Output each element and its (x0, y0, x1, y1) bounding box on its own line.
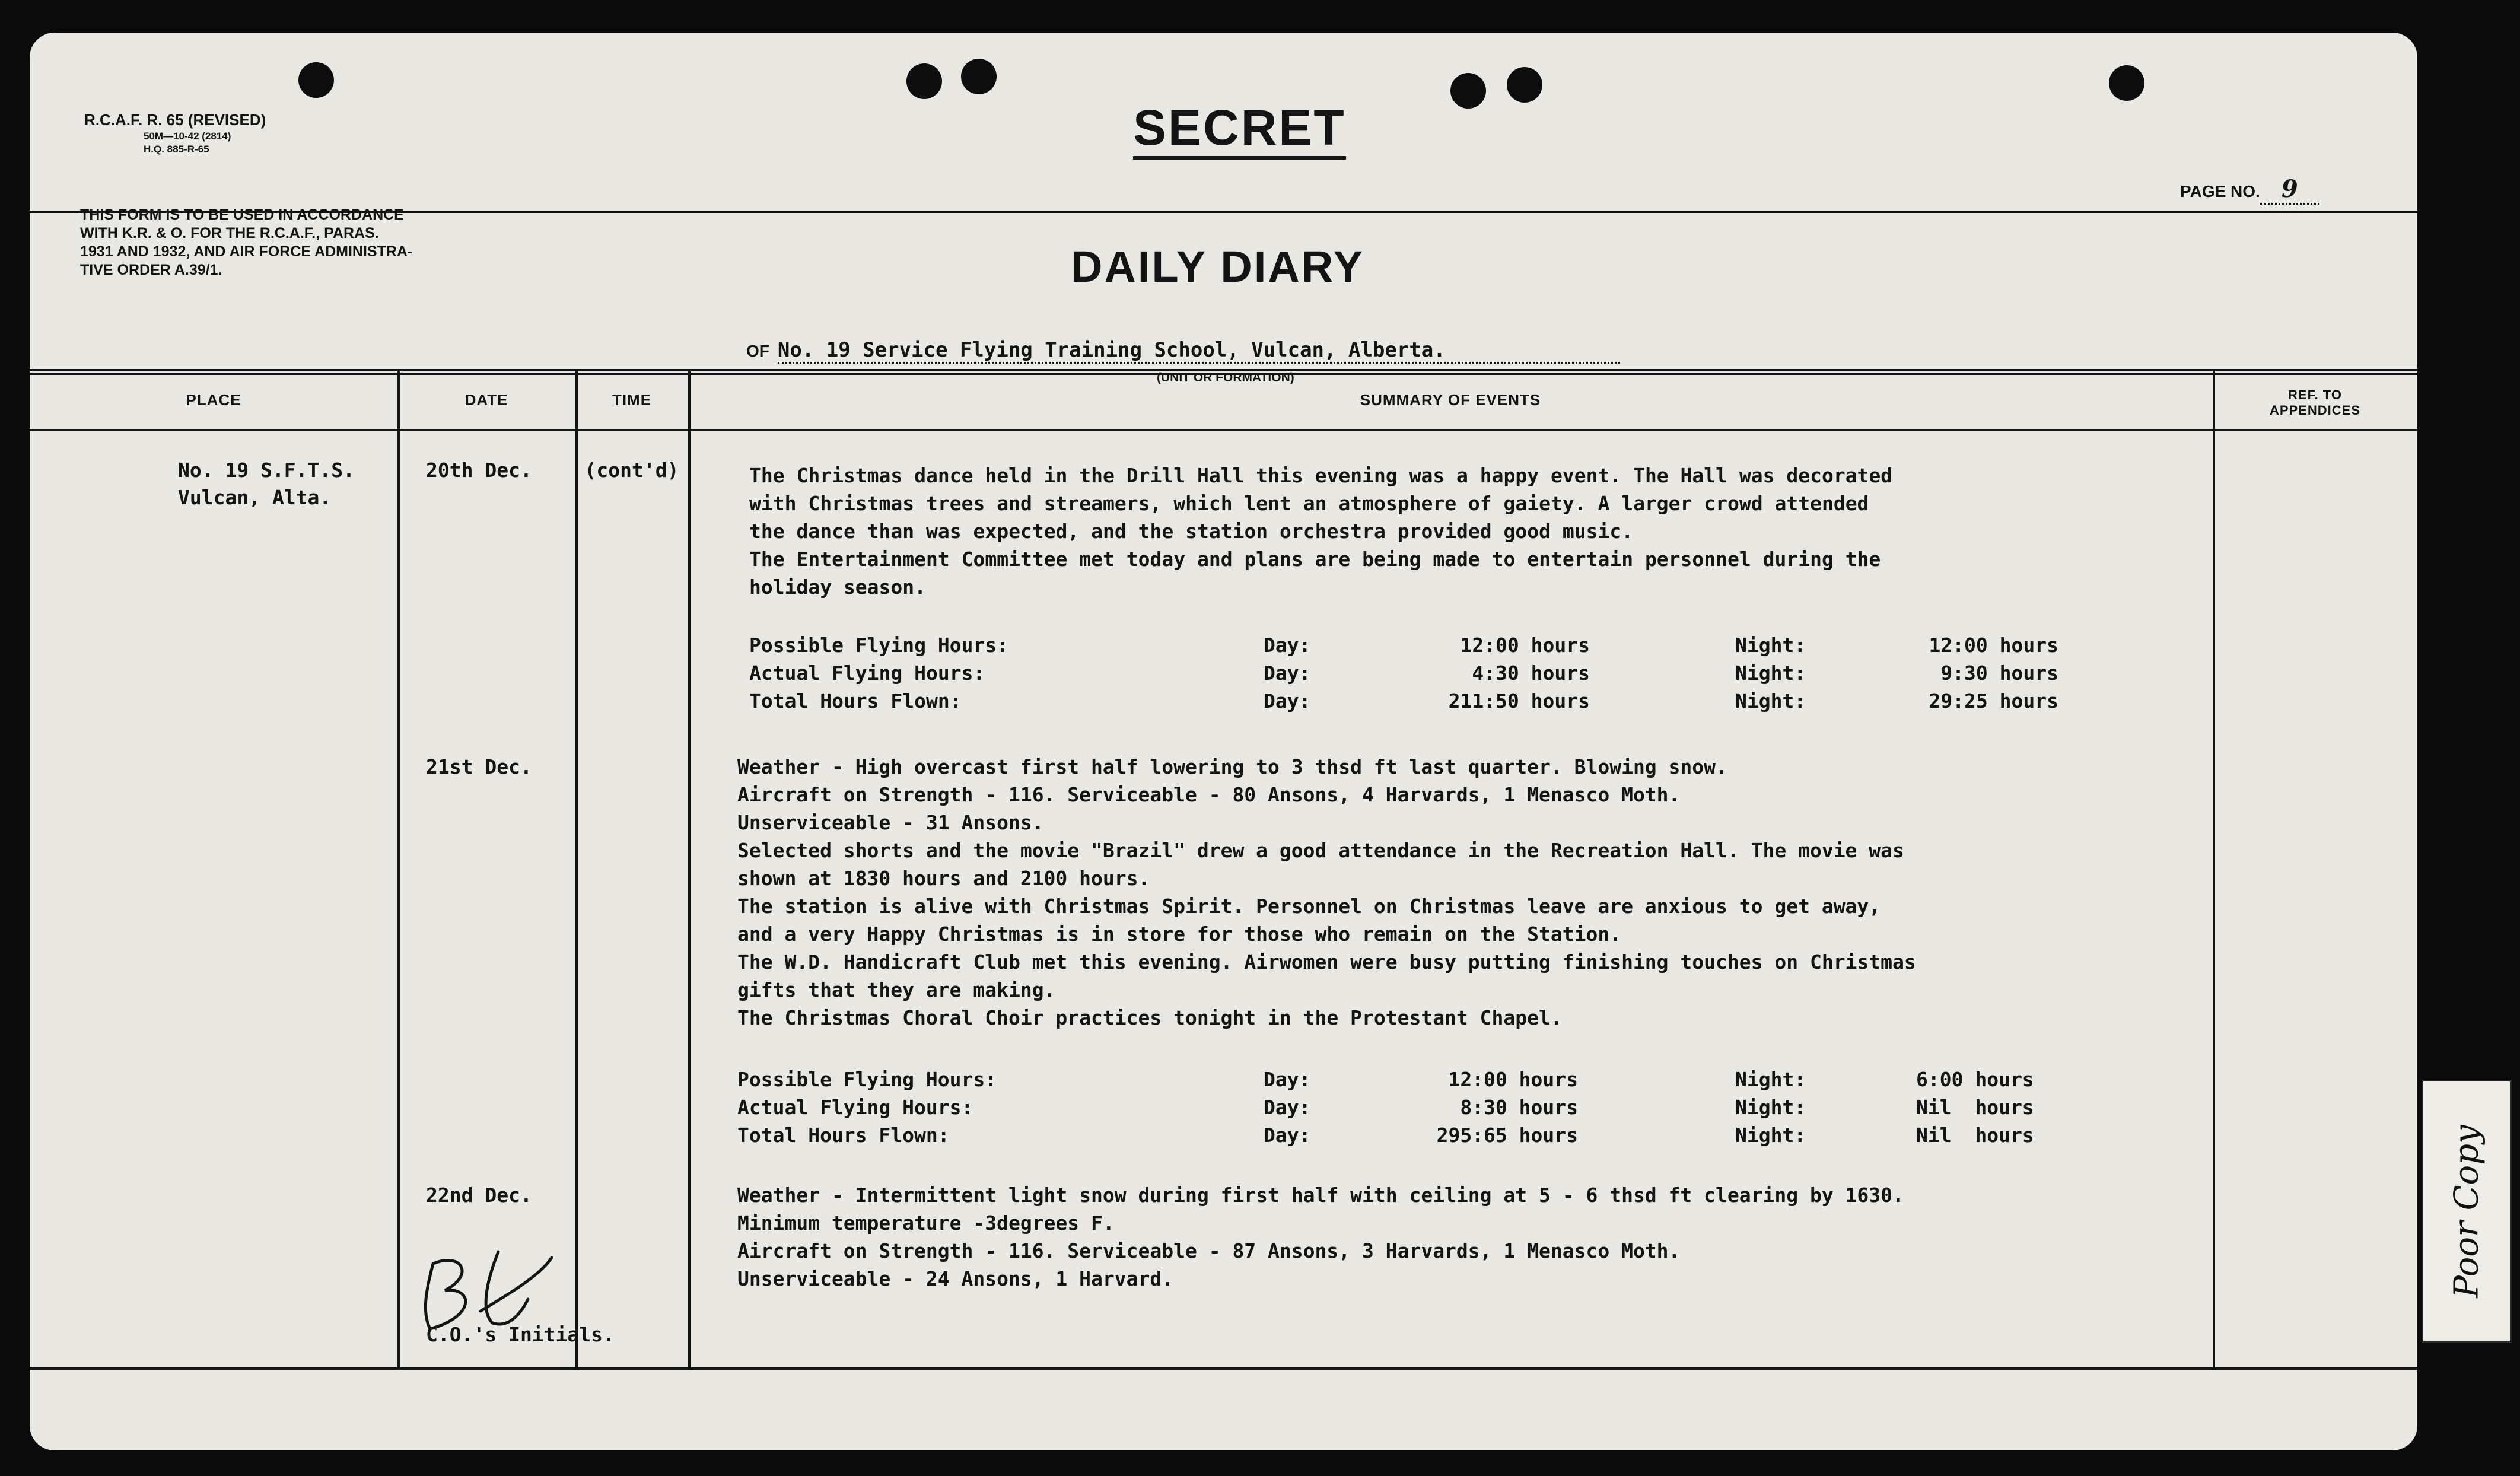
hours-day-value: 12:00 hours (1448, 1068, 1578, 1091)
hours-day-value: 211:50 hours (1448, 689, 1590, 712)
poor-copy-text: Poor Copy (2447, 1125, 2486, 1298)
hours-day-value: 4:30 hours (1472, 661, 1590, 685)
summary-line: gifts that they are making. (737, 978, 1056, 1001)
instruction-line: THIS FORM IS TO BE USED IN ACCORDANCE (80, 206, 404, 223)
unit-field (746, 338, 1620, 364)
unit-caption: (UNIT OR FORMATION) (1157, 371, 1294, 384)
co-initials-label: C.O.'s Initials. (426, 1323, 615, 1346)
column-divider (575, 371, 578, 1367)
hours-day-value: 295:65 hours (1436, 1124, 1578, 1147)
entry-date: 22nd Dec. (426, 1184, 532, 1207)
hours-label: Actual Flying Hours: (737, 1096, 973, 1119)
hours-night-value: Nil hours (1916, 1096, 2034, 1119)
form-instructions (80, 206, 412, 279)
punch-hole (1450, 73, 1486, 109)
hours-label: Total Hours Flown: (749, 689, 962, 712)
place-line: No. 19 S.F.T.S. (178, 459, 355, 482)
column-header-summary: SUMMARY OF EVENTS (1360, 391, 1541, 409)
page-number-label: PAGE NO. (2180, 182, 2260, 201)
summary-line: Weather - Intermittent light snow during first half with ceiling at 5 - 6 thsd ft clearing by 1630. (737, 1184, 1904, 1207)
hours-night-value: Nil hours (1916, 1124, 2034, 1147)
hours-day-value: 12:00 hours (1460, 634, 1590, 657)
hours-day-value: 8:30 hours (1460, 1096, 1578, 1119)
entry-time: (cont'd) (584, 459, 679, 482)
page-number-field (2180, 175, 2319, 205)
column-header-ref (2213, 387, 2417, 418)
hours-label: Possible Flying Hours: (737, 1068, 997, 1091)
summary-line: Minimum temperature -3degrees F. (737, 1211, 1115, 1235)
table-top-rule (30, 373, 2417, 375)
unit-value: No. 19 Service Flying Training School, Vulcan, Alberta. (778, 338, 1620, 364)
diary-page (30, 33, 2417, 1450)
hours-day-label: Day: (1264, 661, 1311, 685)
summary-line: shown at 1830 hours and 2100 hours. (737, 867, 1150, 890)
hours-day-label: Day: (1264, 1124, 1311, 1147)
punch-hole (2109, 65, 2144, 101)
hours-night-label: Night: (1735, 689, 1806, 712)
hours-night-value: 12:00 hours (1929, 634, 2058, 657)
punch-hole (1507, 67, 1542, 103)
column-divider (2213, 371, 2215, 1367)
summary-line: The Christmas Choral Choir practices tonight in the Protestant Chapel. (737, 1006, 1563, 1029)
hours-night-value: 29:25 hours (1929, 689, 2058, 712)
hours-day-label: Day: (1264, 689, 1311, 712)
column-divider (688, 371, 691, 1367)
hours-day-label: Day: (1264, 1068, 1311, 1091)
entry-date: 21st Dec. (426, 755, 532, 778)
poor-copy-tag (2422, 1080, 2512, 1343)
summary-line: and a very Happy Christmas is in store for those who remain on the Station. (737, 922, 1622, 946)
column-header-place: PLACE (186, 391, 241, 409)
instruction-line: 1931 AND 1932, AND AIR FORCE ADMINISTRA- (80, 243, 413, 260)
hours-day-label: Day: (1264, 634, 1311, 657)
secret-heading: SECRET (1133, 99, 1346, 160)
summary-line: Unserviceable - 24 Ansons, 1 Harvard. (737, 1267, 1174, 1290)
hours-night-label: Night: (1735, 1096, 1806, 1119)
summary-line: The Entertainment Committee met today and plans are being made to entertain personnel during the (749, 548, 1881, 571)
summary-line: Weather - High overcast first half lowering to 3 thsd ft last quarter. Blowing snow. (737, 755, 1727, 778)
summary-line: the dance than was expected, and the station orchestra provided good music. (749, 520, 1634, 543)
table-bottom-rule (30, 1367, 2417, 1370)
form-number: R.C.A.F. R. 65 (REVISED) (84, 111, 266, 129)
summary-line: Aircraft on Strength - 116. Serviceable - 87 Ansons, 3 Harvards, 1 Menasco Moth. (737, 1239, 1681, 1262)
hours-day-label: Day: (1264, 1096, 1311, 1119)
hours-label: Total Hours Flown: (737, 1124, 950, 1147)
form-identifier (84, 110, 266, 156)
summary-line: The W.D. Handicraft Club met this evening. Airwomen were busy putting finishing touches on Christmas (737, 950, 1916, 974)
punch-hole (906, 63, 942, 99)
ref-header-line: REF. TO (2288, 387, 2342, 402)
column-header-date: DATE (464, 391, 508, 409)
hours-night-value: 6:00 hours (1916, 1068, 2034, 1091)
table-top-rule (30, 369, 2417, 371)
hours-night-label: Night: (1735, 634, 1806, 657)
hours-night-label: Night: (1735, 661, 1806, 685)
summary-line: with Christmas trees and streamers, which lent an atmosphere of gaiety. A larger crowd attended (749, 492, 1869, 515)
hours-label: Possible Flying Hours: (749, 634, 1009, 657)
punch-hole (961, 59, 997, 94)
summary-line: Unserviceable - 31 Ansons. (737, 811, 1044, 834)
punch-hole (298, 62, 334, 98)
summary-line: Selected shorts and the movie "Brazil" drew a good attendance in the Recreation Hall. The movie was (737, 839, 1904, 862)
summary-line: The station is alive with Christmas Spirit. Personnel on Christmas leave are anxious to get away, (737, 895, 1881, 918)
print-code: 50M—10-42 (2814) (144, 131, 231, 142)
summary-line: Aircraft on Strength - 116. Serviceable - 80 Ansons, 4 Harvards, 1 Menasco Moth. (737, 783, 1681, 806)
hq-reference: H.Q. 885-R-65 (144, 144, 209, 155)
column-header-time: TIME (612, 391, 652, 409)
table-header-rule (30, 429, 2417, 431)
page-title: DAILY DIARY (1071, 242, 1364, 291)
hours-night-value: 9:30 hours (1940, 661, 2058, 685)
summary-line: holiday season. (749, 575, 927, 599)
unit-of-label: OF (746, 342, 769, 360)
instruction-line: WITH K.R. & O. FOR THE R.C.A.F., PARAS. (80, 225, 379, 241)
entry-date: 20th Dec. (426, 459, 532, 482)
hours-night-label: Night: (1735, 1124, 1806, 1147)
instruction-line: TIVE ORDER A.39/1. (80, 262, 222, 278)
ref-header-line: APPENDICES (2269, 403, 2361, 418)
column-divider (397, 371, 400, 1367)
hours-night-label: Night: (1735, 1068, 1806, 1091)
place-line: Vulcan, Alta. (178, 486, 332, 509)
hours-label: Actual Flying Hours: (749, 661, 985, 685)
page-number-value: 9 (2260, 175, 2319, 205)
summary-line: The Christmas dance held in the Drill Hall this evening was a happy event. The Hall was decorated (749, 464, 1893, 487)
